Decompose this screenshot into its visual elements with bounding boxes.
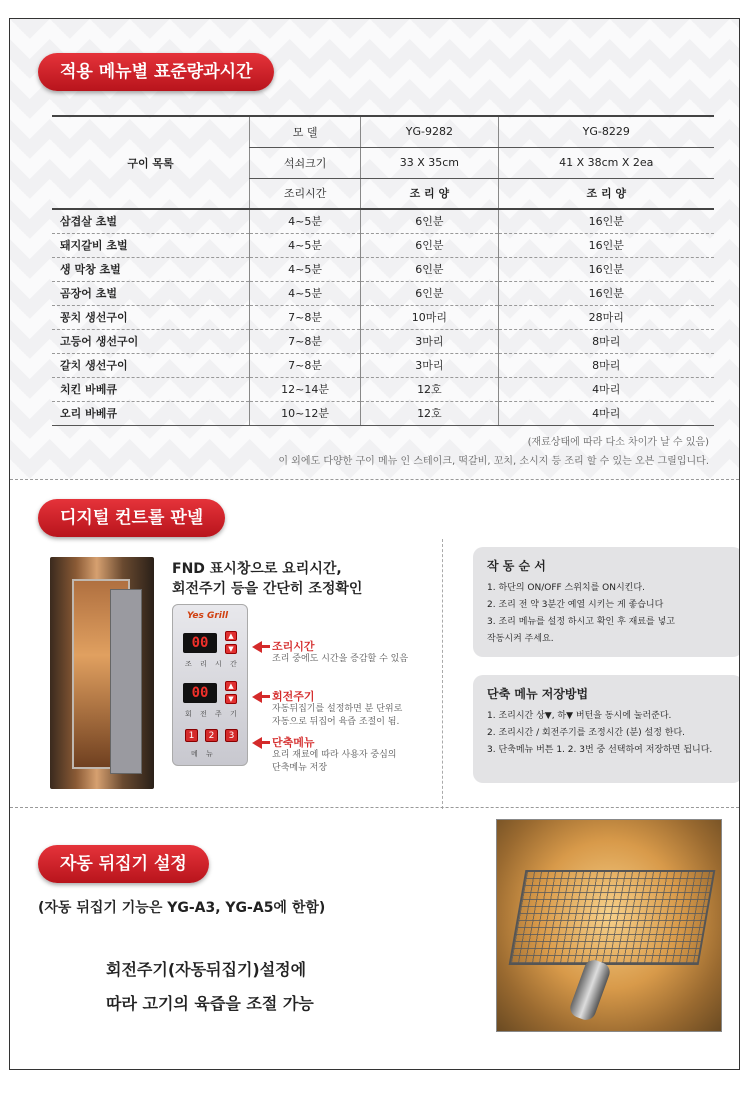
section-divider — [10, 807, 739, 808]
operation-step: 1. 하단의 ON/OFF 스위치를 ON시킨다. — [487, 583, 645, 593]
rotation-label: 회 전 주 기 — [185, 710, 240, 718]
menu-name-cell: 갈치 생선구이 — [52, 353, 249, 377]
table-cell: 4마리 — [498, 377, 714, 401]
cook-time-up-button: ▲ — [225, 631, 237, 641]
menu-name-cell: 돼지갈비 초벌 — [52, 233, 249, 257]
fnd-description — [172, 559, 362, 599]
operation-steps-title: 작 동 순 서 — [487, 559, 546, 573]
table-cell: 7~8분 — [249, 305, 360, 329]
auto-flip-desc-1: 회전주기(자동뒤집기)설정에 — [106, 960, 307, 979]
table-cell: 6인분 — [361, 233, 498, 257]
table-cell: 4~5분 — [249, 233, 360, 257]
table-row — [52, 377, 714, 401]
shortcut-save-step: 3. 단축메뉴 버튼 1. 2. 3번 중 선택하여 저장하면 됩니다. — [487, 745, 713, 755]
table-cell: 12호 — [361, 401, 498, 425]
shortcut-save-step: 1. 조리시간 상▼, 하▼ 버턴을 동시에 눌러준다. — [487, 711, 672, 721]
table-footnote: 이 외에도 다양한 구이 메뉴 인 스테이크, 떡갈비, 꼬치, 소시지 등 조리 할 수 있는 오븐 그릴입니다. — [278, 456, 709, 467]
table-head-row — [52, 116, 714, 147]
table-cell: 16인분 — [498, 233, 714, 257]
table-cell: 12~14분 — [249, 377, 360, 401]
table-cell: 8마리 — [498, 329, 714, 353]
callout-line — [262, 645, 270, 648]
menu-button-1: 1 — [185, 729, 198, 742]
menu-name-cell: 고등어 생선구이 — [52, 329, 249, 353]
table-cell: 7~8분 — [249, 353, 360, 377]
callout-line — [262, 741, 270, 744]
operation-step: 2. 조리 전 약 3분간 예열 시키는 게 좋습니다 — [487, 600, 664, 610]
callout-arrow-icon — [252, 691, 262, 703]
menu-table-title: 적용 메뉴별 표준량과시간 — [38, 53, 274, 91]
menu-name-cell: 삼겹살 초벌 — [52, 209, 249, 233]
head-cell: 모 델 — [249, 116, 360, 147]
table-cell: 16인분 — [498, 281, 714, 305]
rotation-down-button: ▼ — [225, 694, 237, 704]
fnd-line-1: FND 표시창으로 요리시간, — [172, 561, 342, 577]
head-cell: YG-8229 — [498, 116, 714, 147]
operation-step: 작동시켜 주세요. — [487, 634, 554, 644]
cook-time-label: 조 리 시 간 — [185, 660, 240, 668]
rotation-callout-desc-2: 자동으로 뒤집어 육즙 조절이 됨. — [272, 717, 400, 727]
head-cell: 조 리 양 — [498, 178, 714, 209]
table-cell: 16인분 — [498, 257, 714, 281]
table-cell: 16인분 — [498, 209, 714, 233]
grill-handle-image — [568, 957, 613, 1022]
rotation-callout-title: 회전주기 — [272, 690, 315, 703]
head-cell: 석쇠크기 — [249, 147, 360, 178]
column-divider — [442, 539, 443, 809]
section-divider — [10, 479, 739, 480]
row-head-label: 구이 목록 — [52, 116, 249, 209]
head-cell: 33 X 35cm — [361, 147, 498, 178]
menu-name-cell: 곰장어 초벌 — [52, 281, 249, 305]
cook-time-callout-title: 조리시간 — [272, 640, 315, 653]
menu-button-2: 2 — [205, 729, 218, 742]
callout-arrow-icon — [252, 641, 262, 653]
table-row — [52, 329, 714, 353]
head-cell: 조 리 양 — [361, 178, 498, 209]
shortcut-callout-title: 단축메뉴 — [272, 736, 315, 749]
head-cell: 조리시간 — [249, 178, 360, 209]
menu-name-cell: 생 막창 초벌 — [52, 257, 249, 281]
head-cell: 41 X 38cm X 2ea — [498, 147, 714, 178]
auto-flip-desc-2: 따라 고기의 육즙을 조절 가능 — [106, 994, 314, 1013]
table-cell: 8마리 — [498, 353, 714, 377]
menu-standard-table — [52, 115, 714, 426]
operation-step: 3. 조리 메뉴를 설정 하시고 확인 후 재료를 넣고 — [487, 617, 675, 627]
cook-time-display: 00 — [183, 633, 217, 653]
table-cell: 4~5분 — [249, 257, 360, 281]
rotation-callout-desc-1: 자동뒤집기를 설정하면 분 단위로 — [272, 704, 403, 714]
menu-name-cell: 오리 바베큐 — [52, 401, 249, 425]
table-row — [52, 305, 714, 329]
table-cell: 4마리 — [498, 401, 714, 425]
panel-logo: Yes Grill — [187, 611, 229, 621]
menu-label: 메 뉴 — [191, 750, 216, 758]
menu-button-3: 3 — [225, 729, 238, 742]
menu-name-cell: 꽁치 생선구이 — [52, 305, 249, 329]
control-panel-image — [172, 604, 248, 766]
head-cell: YG-9282 — [361, 116, 498, 147]
callout-arrow-icon — [252, 737, 262, 749]
auto-flip-title: 자동 뒤집기 설정 — [38, 845, 209, 883]
shortcut-callout-desc-1: 요리 재료에 따라 사용자 중심의 — [272, 750, 397, 760]
table-row — [52, 209, 714, 233]
table-cell: 6인분 — [361, 257, 498, 281]
callout-line — [262, 695, 270, 698]
oven-panel-image — [110, 589, 142, 774]
table-row — [52, 257, 714, 281]
table-row — [52, 401, 714, 425]
shortcut-save-step: 2. 조리시간 / 회전주기를 조정시간 (분) 설정 한다. — [487, 728, 686, 738]
table-cell: 6인분 — [361, 209, 498, 233]
table-cell: 3마리 — [361, 329, 498, 353]
control-panel-title: 디지털 컨트롤 판넬 — [38, 499, 225, 537]
menu-name-cell: 치킨 바베큐 — [52, 377, 249, 401]
rotation-display: 00 — [183, 683, 217, 703]
table-cell: 6인분 — [361, 281, 498, 305]
auto-flip-subtitle: (자동 뒤집기 기능은 YG-A3, YG-A5에 한함) — [38, 900, 326, 916]
table-cell: 4~5분 — [249, 281, 360, 305]
table-cell: 28마리 — [498, 305, 714, 329]
operation-steps-box — [473, 547, 740, 657]
fnd-line-2: 회전주기 등을 간단히 조정확인 — [172, 581, 363, 597]
table-cell: 10마리 — [361, 305, 498, 329]
table-cell: 7~8분 — [249, 329, 360, 353]
table-cell: 10~12분 — [249, 401, 360, 425]
table-cell: 12호 — [361, 377, 498, 401]
shortcut-save-title: 단축 메뉴 저장방법 — [487, 687, 589, 701]
brochure-page — [9, 18, 740, 1070]
grill-photo — [496, 819, 722, 1032]
shortcut-save-box — [473, 675, 740, 783]
table-row — [52, 233, 714, 257]
table-note: (재료상태에 따라 다소 차이가 날 수 있음) — [527, 437, 709, 448]
cook-time-down-button: ▼ — [225, 644, 237, 654]
rotation-up-button: ▲ — [225, 681, 237, 691]
table-row — [52, 281, 714, 305]
table-cell: 4~5분 — [249, 209, 360, 233]
table-cell: 3마리 — [361, 353, 498, 377]
table-row — [52, 353, 714, 377]
grill-mesh-image — [509, 870, 716, 965]
cook-time-callout-desc: 조리 중에도 시간을 증감할 수 있음 — [272, 654, 409, 664]
shortcut-callout-desc-2: 단축메뉴 저장 — [272, 763, 328, 773]
